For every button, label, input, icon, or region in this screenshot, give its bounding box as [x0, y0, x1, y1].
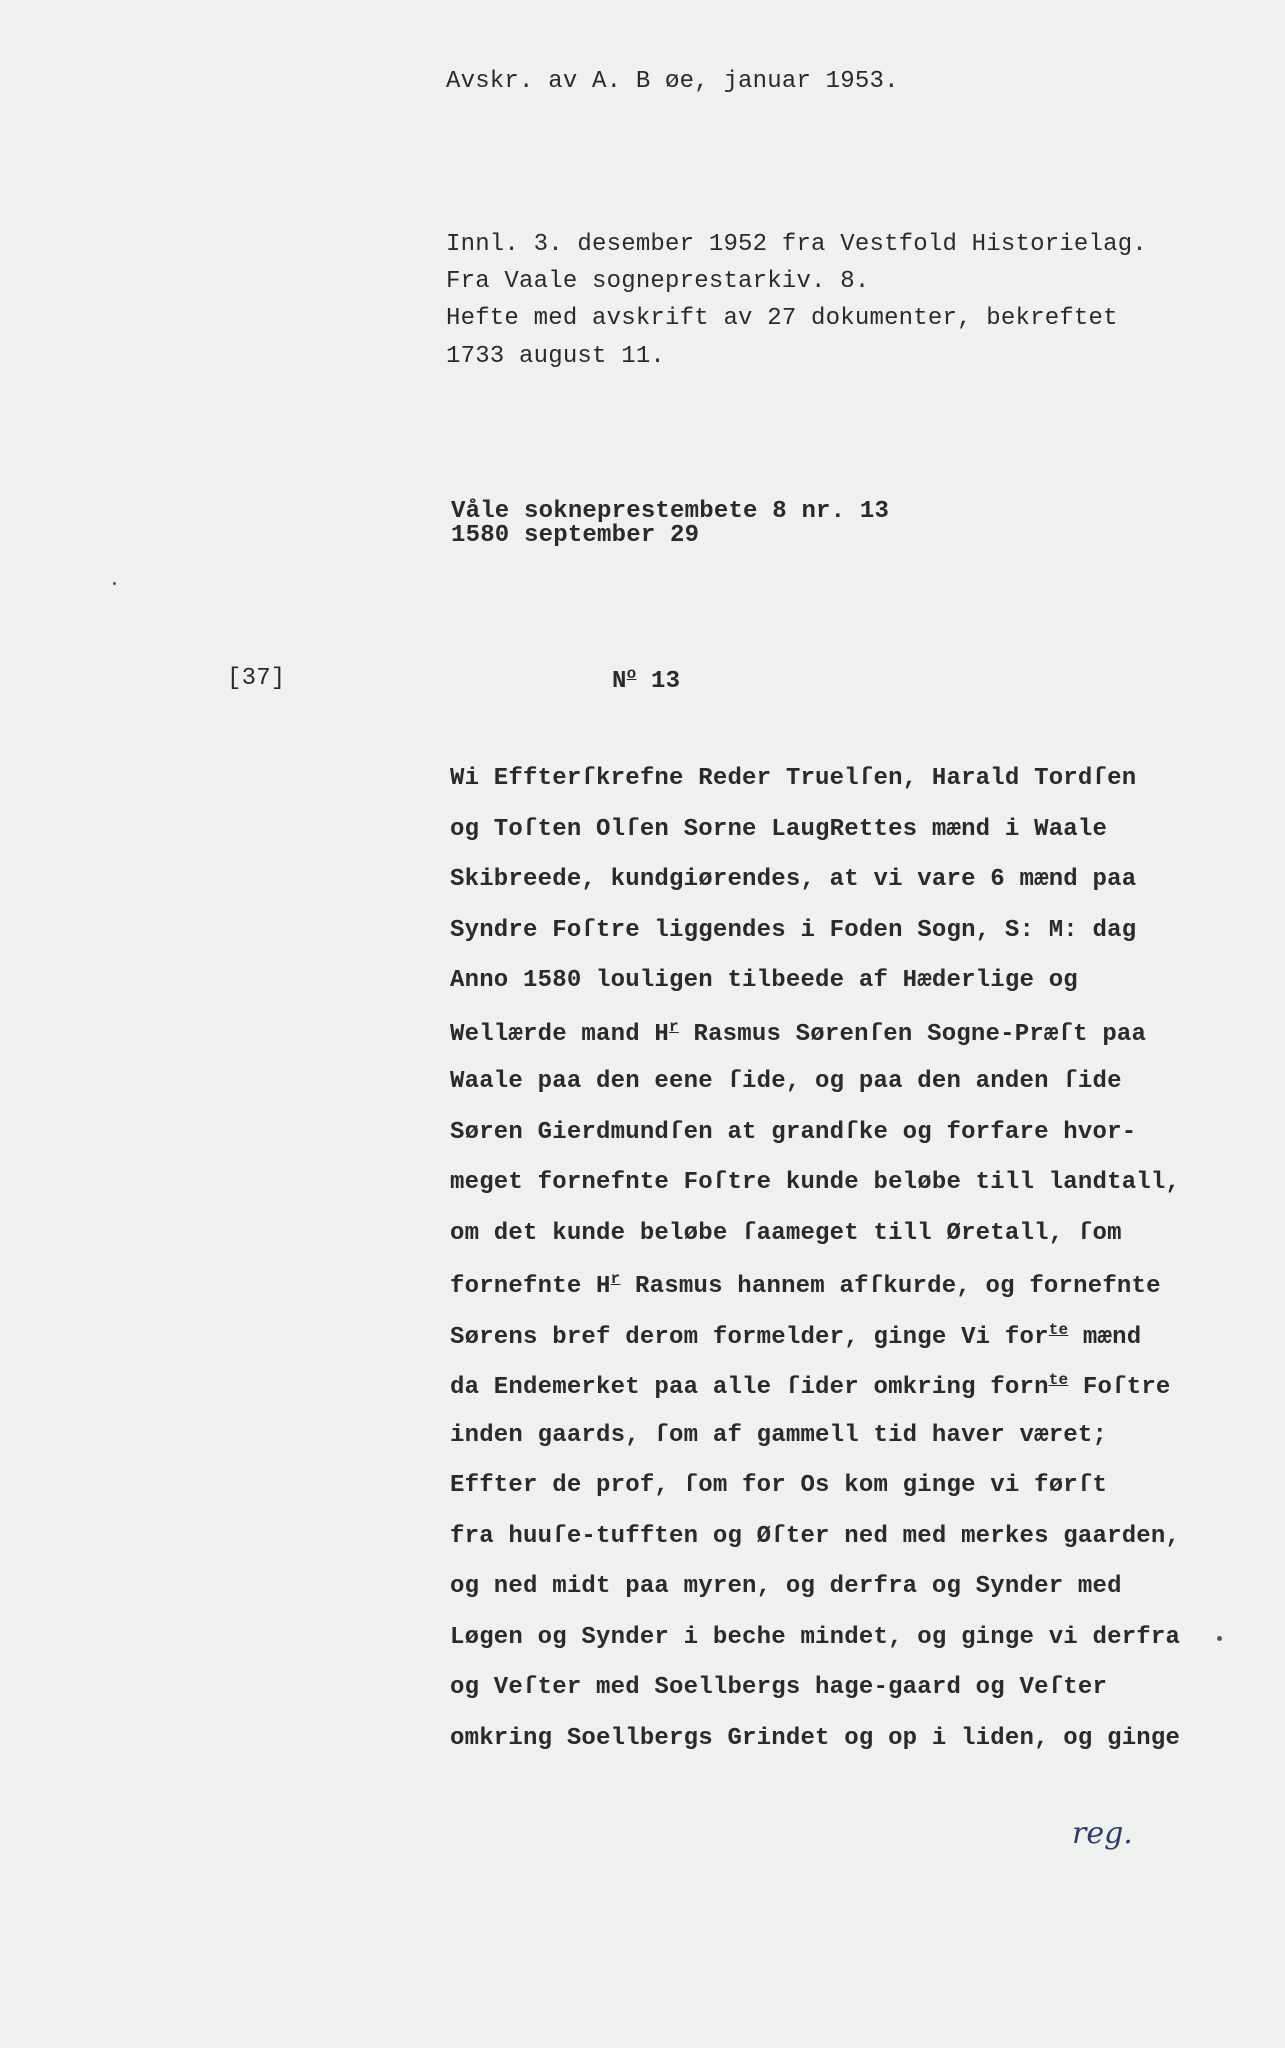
doc-number-prefix: N [612, 668, 627, 695]
intro-line: Hefte med avskrift av 27 dokumenter, bekreftet [446, 305, 1118, 332]
body-text-segment: meget fornefnte Foſtre kunde beløbe till landtall, [450, 1169, 1181, 1196]
body-line [450, 1220, 1122, 1247]
document-number [612, 665, 680, 695]
body-text-segment: inden gaards, ſom af gammell tid haver været; [450, 1422, 1108, 1449]
body-line [450, 816, 1107, 843]
body-text-segment: mænd [1068, 1324, 1142, 1351]
body-line [450, 866, 1136, 893]
body-text-segment: og Veſter med Soellbergs hage-gaard og Veſter [450, 1674, 1108, 1701]
body-line [450, 1472, 1107, 1499]
intro-line: Innl. 3. desember 1952 fra Vestfold Historielag. [446, 231, 1147, 258]
ink-speck [1217, 1636, 1222, 1641]
body-text-segment: og Toſten Olſen Sorne LaugRettes mænd i Waale [450, 816, 1108, 843]
document-date: 1580 september 29 [451, 522, 700, 549]
body-line [450, 1270, 1161, 1300]
handwritten-initials: reg. [1072, 1816, 1133, 1851]
body-text-segment: Waale paa den eene ſide, og paa den anden ſide [450, 1068, 1122, 1095]
body-text-segment: Anno 1580 louligen tilbeede af Hæderlige og [450, 967, 1078, 994]
body-line [450, 1573, 1122, 1600]
body-text-segment: om det kunde beløbe ſaameget till Øretall, ſom [450, 1220, 1122, 1247]
body-line [450, 1119, 1136, 1146]
body-text-segment: omkring Soellbergs Grindet og op i liden, og ginge [450, 1725, 1181, 1752]
body-line [450, 917, 1136, 944]
body-text-segment: Sørens bref derom formelder, ginge Vi for [450, 1324, 1049, 1351]
body-text-segment: Rasmus Sørenſen Sogne-Præſt paa [678, 1021, 1147, 1048]
body-line [450, 1624, 1180, 1651]
superscript-abbreviation: te [1048, 1371, 1069, 1389]
body-line [450, 1371, 1171, 1401]
intro-line: Fra Vaale sogneprestarkiv. 8. [446, 268, 870, 295]
body-line [450, 967, 1078, 994]
ink-speck [113, 582, 116, 585]
archive-reference: Våle sokneprestembete 8 nr. 13 [451, 498, 890, 525]
body-text-segment: da Endemerket paa alle ſider omkring forn [450, 1374, 1049, 1401]
body-line [450, 1018, 1146, 1048]
page-reference: [37] [227, 665, 286, 692]
body-line [450, 1422, 1107, 1449]
transcription-header: Avskr. av A. B øe, januar 1953. [446, 68, 899, 95]
superscript-abbreviation: r [610, 1270, 621, 1288]
body-text-segment: fra huuſe-tufften og Øſter ned med merkes gaarden, [450, 1523, 1181, 1550]
superscript-abbreviation: r [669, 1018, 679, 1036]
body-text-segment: fornefnte H [450, 1273, 611, 1300]
body-text-segment: Søren Gierdmundſen at grandſke og forfare hvor- [450, 1119, 1137, 1146]
body-line [450, 1674, 1107, 1701]
body-text-segment: Effter de prof, ſom for Os kom ginge vi førſt [450, 1472, 1108, 1499]
doc-number-superscript: o [626, 665, 637, 683]
body-line [450, 1725, 1180, 1752]
doc-number-value: 13 [651, 668, 681, 695]
body-text-segment: Skibreede, kundgiørendes, at vi vare 6 mænd paa [450, 866, 1137, 893]
body-line [450, 1169, 1180, 1196]
body-line [450, 765, 1136, 792]
body-text-segment: og ned midt paa myren, og derfra og Synder med [450, 1573, 1122, 1600]
body-line [450, 1321, 1141, 1351]
body-text-segment: Foſtre [1068, 1374, 1171, 1401]
body-text-segment: Wi Effterſkrefne Reder Truelſen, Harald Tordſen [450, 765, 1137, 792]
body-text-segment: Syndre Foſtre liggendes i Foden Sogn, S: M: dag [450, 917, 1137, 944]
body-text-segment: Rasmus hannem afſkurde, og fornefnte [620, 1273, 1161, 1300]
body-line [450, 1523, 1180, 1550]
body-line [450, 1068, 1122, 1095]
intro-line: 1733 august 11. [446, 343, 666, 370]
superscript-abbreviation: te [1048, 1321, 1069, 1339]
body-text-segment: Wellærde mand H [450, 1021, 670, 1048]
body-text-segment: Løgen og Synder i beche mindet, og ginge vi derfra [450, 1624, 1181, 1651]
